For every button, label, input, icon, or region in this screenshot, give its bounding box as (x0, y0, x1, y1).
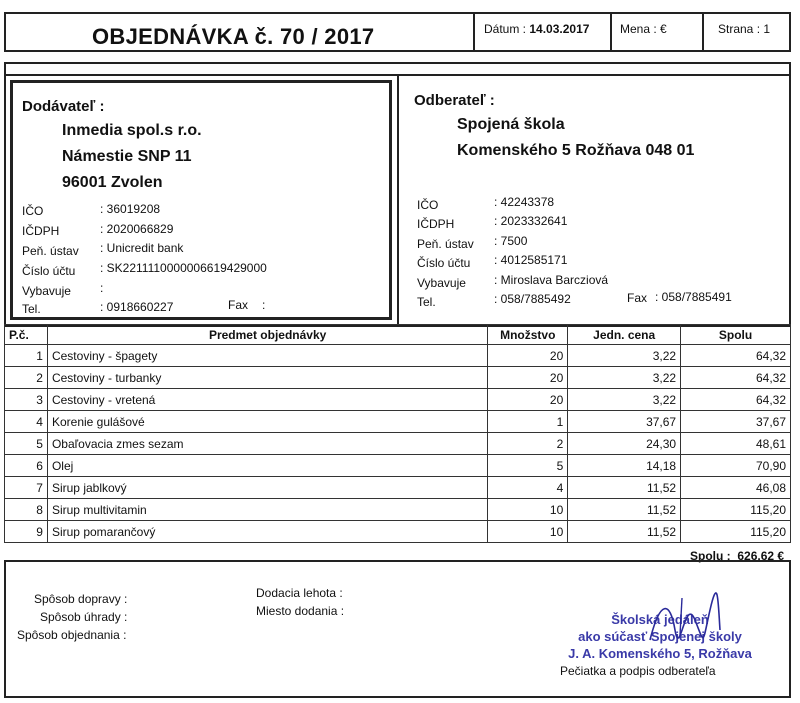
row-no: 9 (5, 521, 48, 543)
row-unit-price: 3,22 (568, 389, 681, 411)
date-label: Dátum : (484, 22, 527, 36)
row-unit-price: 3,22 (568, 367, 681, 389)
table-row (5, 367, 791, 389)
divider (610, 12, 612, 52)
stamp-line-2: ako súčasť Spojenej školy (578, 629, 742, 644)
stamp-line-1: Školská jedáleň (611, 612, 709, 627)
supplier-ico-value: : 36019208 (100, 202, 161, 216)
supplier-account-label: Číslo účtu (22, 264, 76, 278)
col-header-item: Predmet objednávky (47, 325, 487, 345)
signature-caption: Pečiatka a podpis odberateľa (560, 664, 716, 678)
customer-name: Spojená škola (457, 116, 565, 133)
customer-contact-label: Vybavuje (417, 276, 466, 290)
divider (702, 12, 704, 52)
row-qty: 5 (488, 455, 568, 477)
col-header-no: P.č. (5, 325, 48, 345)
table-row (5, 499, 791, 521)
customer-account-label: Číslo účtu (417, 256, 471, 270)
row-item: Cestoviny - turbanky (47, 367, 487, 389)
row-no: 8 (5, 499, 48, 521)
row-unit-price: 24,30 (568, 433, 681, 455)
customer-fax-value: : 058/7885491 (655, 290, 732, 304)
delivery-time-label: Dodacia lehota : (256, 586, 343, 600)
customer-phone-value: : 058/7885492 (494, 292, 571, 306)
customer-contact-value: : Miroslava Barcziová (494, 273, 609, 287)
customer-ico-value: : 42243378 (494, 195, 555, 209)
row-no: 7 (5, 477, 48, 499)
table-row (5, 433, 791, 455)
date-value: 14.03.2017 (529, 22, 590, 36)
row-no: 4 (5, 411, 48, 433)
row-total: 64,32 (681, 367, 791, 389)
row-no: 1 (5, 345, 48, 367)
row-qty: 1 (488, 411, 568, 433)
supplier-street: Námestie SNP 11 (62, 148, 192, 165)
row-total: 64,32 (681, 389, 791, 411)
supplier-account-value: : SK2211110000006619429000 (100, 261, 267, 275)
row-item: Cestoviny - špagety (47, 345, 487, 367)
customer-bank-label: Peň. ústav (417, 237, 474, 251)
row-item: Obaľovacia zmes sezam (47, 433, 487, 455)
currency-label: Mena : (620, 22, 657, 36)
grand-total-label: Spolu : (690, 549, 731, 563)
row-unit-price: 11,52 (568, 521, 681, 543)
table-row (5, 345, 791, 367)
customer-phone-label: Tel. (417, 295, 436, 309)
supplier-contact-value: : (100, 281, 104, 295)
row-qty: 4 (488, 477, 568, 499)
payment-label: Spôsob úhrady : (40, 610, 128, 624)
currency-value: € (660, 22, 667, 36)
row-qty: 10 (488, 521, 568, 543)
row-no: 6 (5, 455, 48, 477)
row-qty: 2 (488, 433, 568, 455)
row-no: 5 (5, 433, 48, 455)
signature (640, 590, 730, 650)
table-row (5, 477, 791, 499)
row-item: Korenie gulášové (47, 411, 487, 433)
row-unit-price: 3,22 (568, 345, 681, 367)
row-no: 3 (5, 389, 48, 411)
table-row (5, 455, 791, 477)
supplier-icdph-label: IČDPH (22, 224, 60, 238)
customer-account-value: : 4012585171 (494, 253, 568, 267)
page-value: 1 (763, 22, 771, 36)
date-field (484, 22, 589, 36)
table-row (5, 521, 791, 543)
table-header-row (5, 325, 791, 345)
customer-fax-label: Fax (627, 291, 648, 305)
col-header-unit-price: Jedn. cena (568, 325, 681, 345)
row-qty: 10 (488, 499, 568, 521)
supplier-name: Inmedia spol.s r.o. (62, 122, 202, 139)
row-total: 46,08 (681, 477, 791, 499)
row-total: 70,90 (681, 455, 791, 477)
row-unit-price: 11,52 (568, 499, 681, 521)
col-header-qty: Množstvo (488, 325, 568, 345)
stamp-line-3: J. A. Komenského 5, Rožňava (568, 646, 752, 661)
supplier-ico-label: IČO (22, 204, 44, 218)
customer-heading: Odberateľ : (414, 92, 495, 109)
row-item: Olej (47, 455, 487, 477)
row-total: 64,32 (681, 345, 791, 367)
row-item: Cestoviny - vretená (47, 389, 487, 411)
transport-label: Spôsob dopravy : (34, 592, 128, 606)
table-row (5, 411, 791, 433)
customer-street: Komenského 5 Rožňava 048 01 (457, 142, 695, 159)
row-total: 115,20 (681, 521, 791, 543)
parties-divider (397, 74, 399, 327)
customer-icdph-label: IČDPH (417, 217, 455, 231)
customer-icdph-value: : 2023332641 (494, 214, 568, 228)
table-row (5, 389, 791, 411)
items-table (4, 324, 791, 543)
order-title: OBJEDNÁVKA č. 70 / 2017 (92, 24, 375, 49)
row-qty: 20 (488, 367, 568, 389)
customer-bank-value: : 7500 (494, 234, 528, 248)
supplier-fax-value: : (262, 298, 266, 312)
supplier-phone-value: : 0918660227 (100, 300, 174, 314)
row-qty: 20 (488, 345, 568, 367)
supplier-phone-label: Tel. (22, 302, 41, 316)
grand-total-value: 626,62 € (737, 549, 785, 563)
supplier-city: 96001 Zvolen (62, 174, 163, 191)
supplier-bank-label: Peň. ústav (22, 244, 79, 258)
supplier-icdph-value: : 2020066829 (100, 222, 174, 236)
row-item: Sirup multivitamin (47, 499, 487, 521)
delivery-place-label: Miesto dodania : (256, 604, 345, 618)
row-item: Sirup pomarančový (47, 521, 487, 543)
row-unit-price: 11,52 (568, 477, 681, 499)
customer-ico-label: IČO (417, 198, 439, 212)
supplier-fax-label: Fax (228, 298, 249, 312)
row-unit-price: 37,67 (568, 411, 681, 433)
page-field (718, 22, 770, 36)
row-unit-price: 14,18 (568, 455, 681, 477)
supplier-heading: Dodávateľ : (22, 98, 105, 115)
row-qty: 20 (488, 389, 568, 411)
row-total: 115,20 (681, 499, 791, 521)
supplier-contact-label: Vybavuje (22, 284, 71, 298)
parties-top-line (4, 74, 791, 76)
ordering-label: Spôsob objednania : (17, 628, 127, 642)
page-label: Strana : (718, 22, 761, 36)
currency-field (620, 22, 667, 36)
col-header-total: Spolu (681, 325, 791, 345)
supplier-bank-value: : Unicredit bank (100, 241, 184, 255)
row-total: 37,67 (681, 411, 791, 433)
row-total: 48,61 (681, 433, 791, 455)
row-no: 2 (5, 367, 48, 389)
row-item: Sirup jablkový (47, 477, 487, 499)
divider (473, 12, 475, 52)
